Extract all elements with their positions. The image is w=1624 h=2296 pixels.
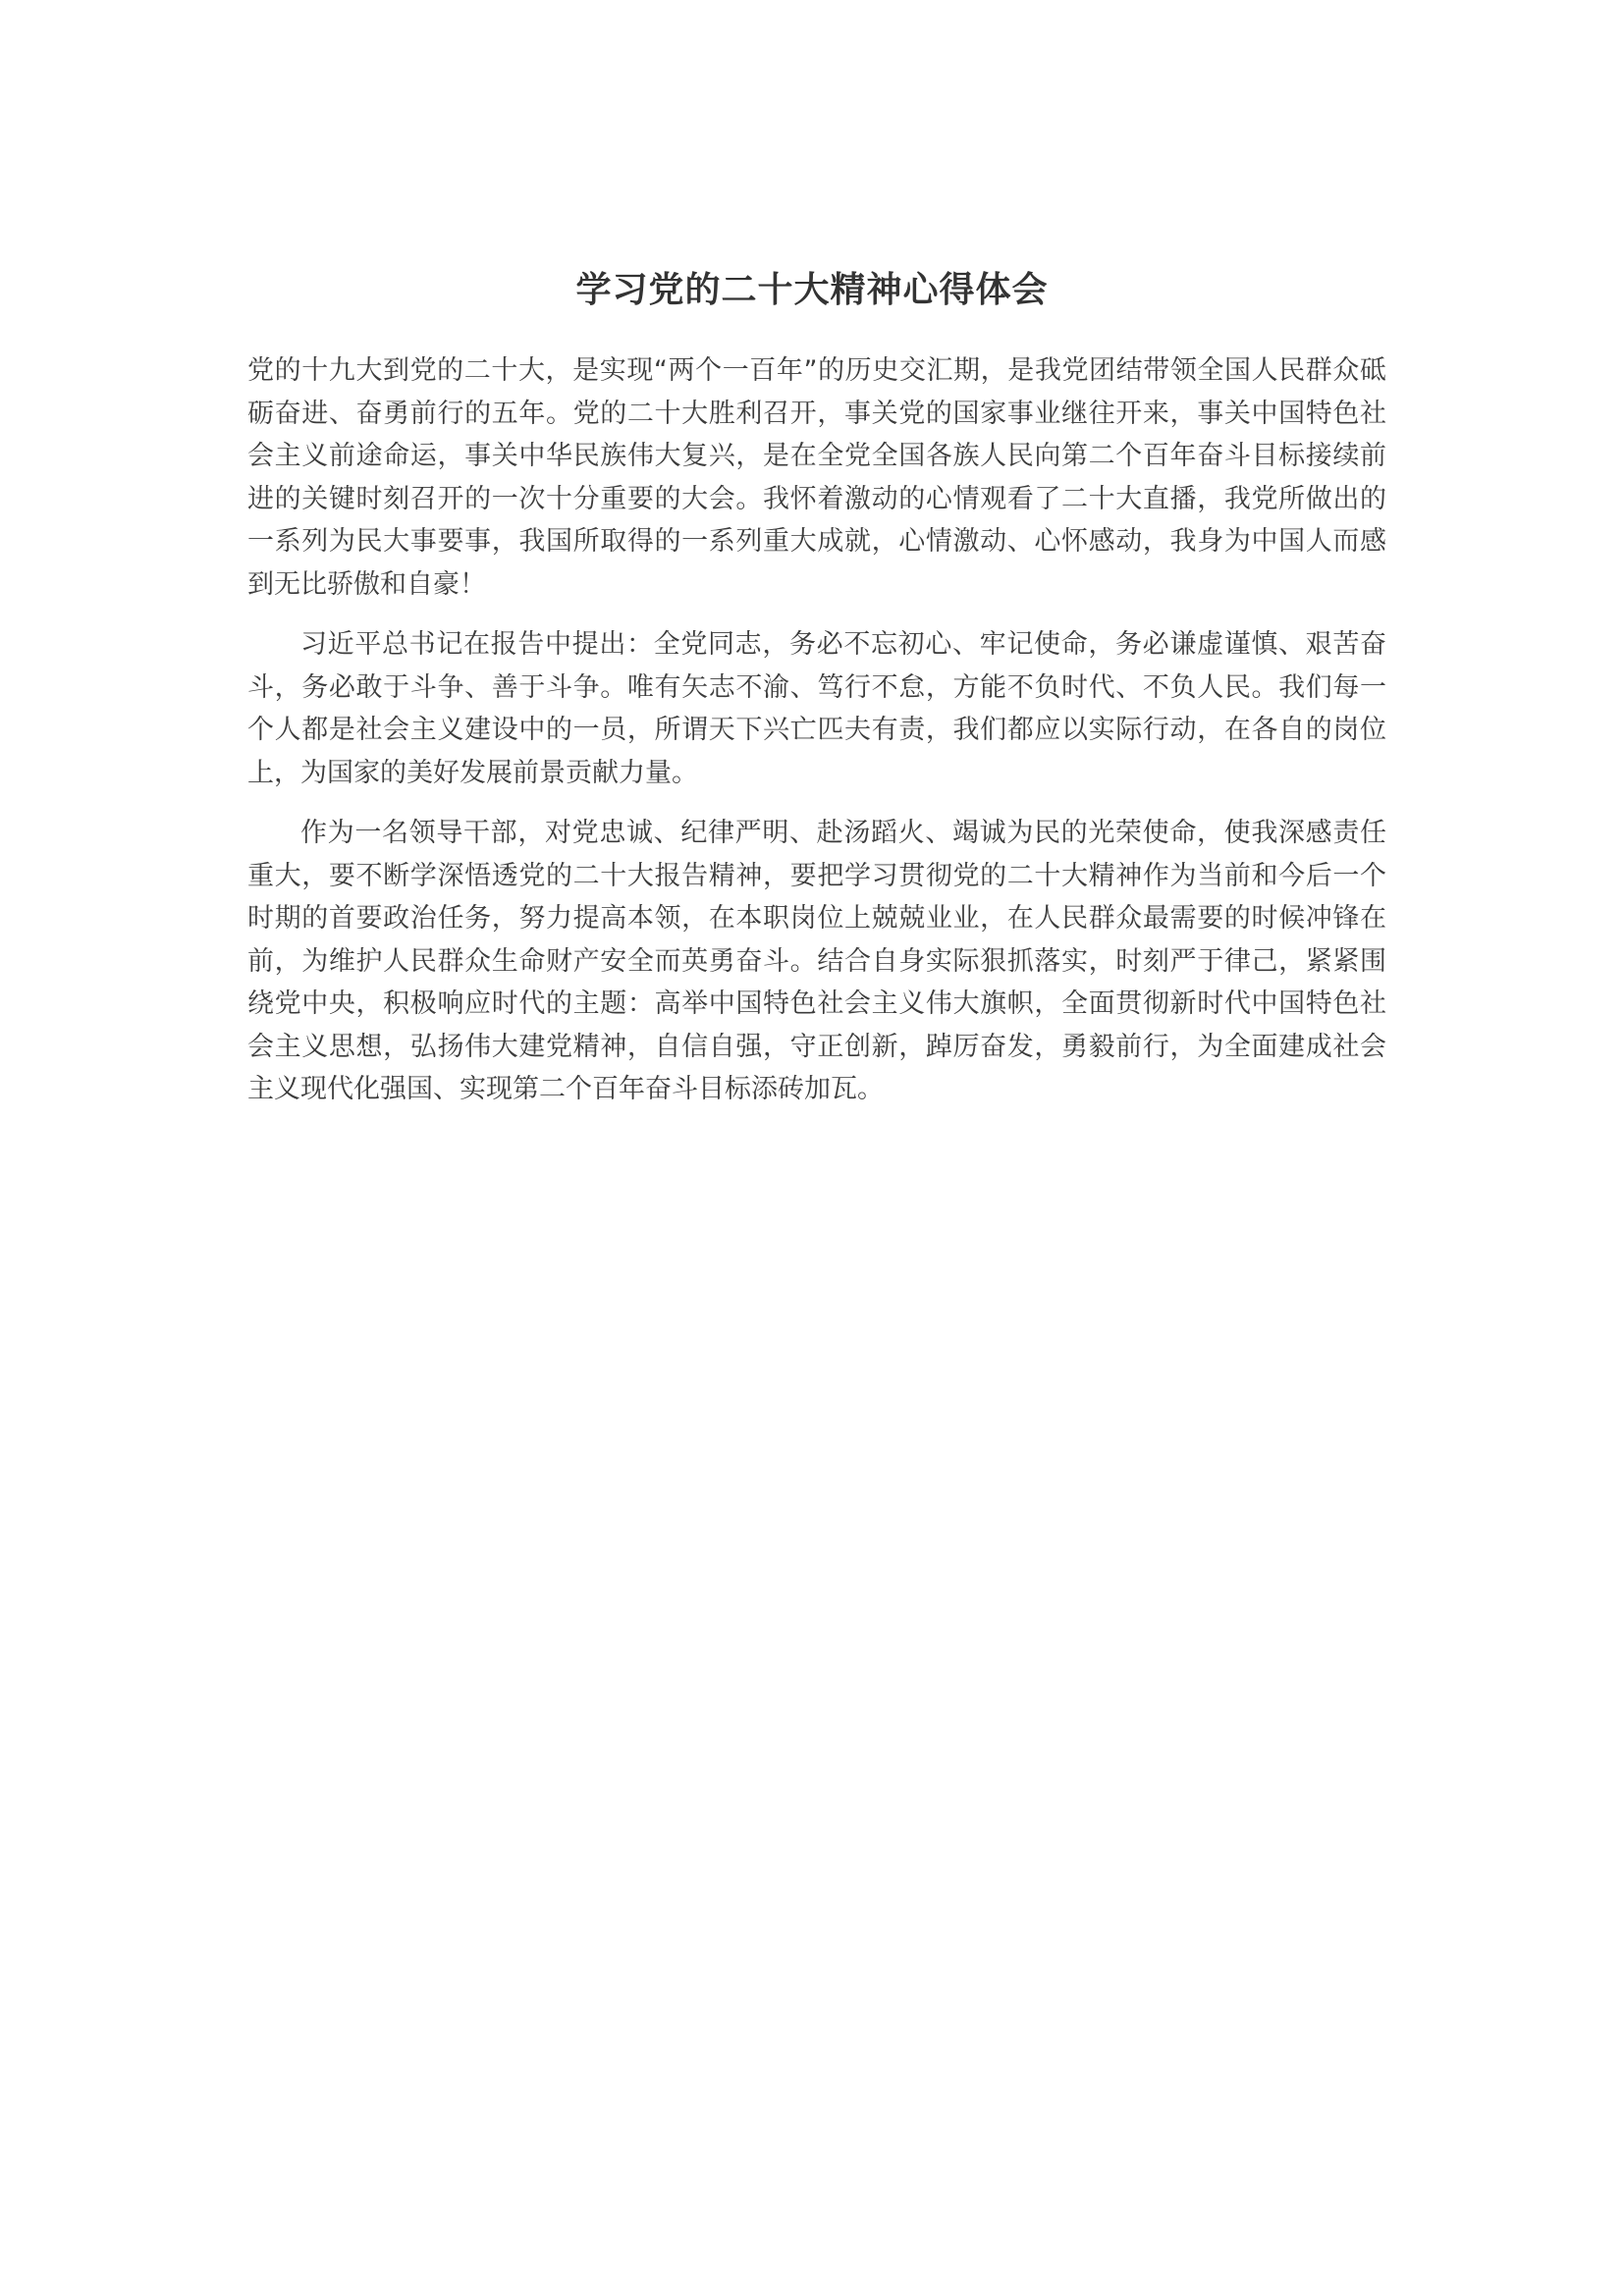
paragraph-3: 作为一名领导干部，对党忠诚、纪律严明、赴汤蹈火、竭诚为民的光荣使命，使我深感责任重大，要不断学深悟透党的二十大报告精神，要把学习贯彻党的二十大精神作为当前和今后一个时期的首要政治任务，努力提高本领，在本职岗位上兢兢业业，在人民群众最需要的时候冲锋在前，为维护人民群众生命财产安全而英勇奋斗。结合自身实际狠抓落实，时刻严于律己，紧紧围绕党中央，积极响应时代的主题：高举中国特色社会主义伟大旗帜，全面贯彻新时代中国特色社会主义思想，弘扬伟大建党精神，自信自强，守正创新，踔厉奋发，勇毅前行，为全面建成社会主义现代化强国、实现第二个百年奋斗目标添砖加瓦。 [247,818,1386,1104]
document-title: 学习党的二十大精神心得体会 [575,270,1049,310]
document-body [247,349,1386,1129]
paragraph-2: 习近平总书记在报告中提出：全党同志，务必不忘初心、牢记使命，务必谦虚谨慎、艰苦奋斗，务必敢于斗争、善于斗争。唯有矢志不渝、笃行不怠，方能不负时代、不负人民。我们每一个人都是社会主义建设中的一员，所谓天下兴亡匹夫有责，我们都应以实际行动，在各自的岗位上，为国家的美好发展前景贡献力量。 [247,629,1386,788]
paragraph-1: 党的十九大到党的二十大，是实现“两个一百年”的历史交汇期，是我党团结带领全国人民群众砥砺奋进、奋勇前行的五年。党的二十大胜利召开，事关党的国家事业继往开来，事关中国特色社会主义前途命运，事关中华民族伟大复兴，是在全党全国各族人民向第二个百年奋斗目标接续前进的关键时刻召开的一次十分重要的大会。我怀着激动的心情观看了二十大直播，我党所做出的一系列为民大事要事，我国所取得的一系列重大成就，心情激动、心怀感动，我身为中国人而感到无比骄傲和自豪！ [247,355,1386,600]
